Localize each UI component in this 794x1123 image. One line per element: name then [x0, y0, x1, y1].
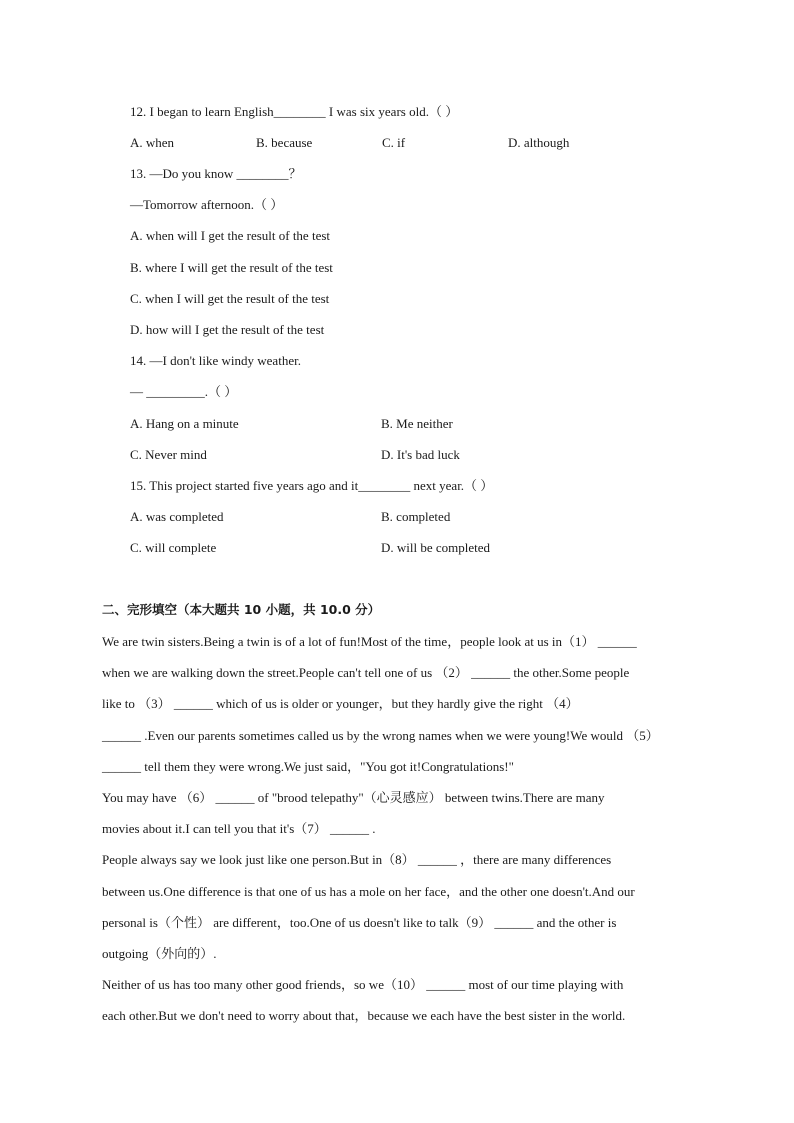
- q14-option-b[interactable]: B. Me neither: [381, 416, 453, 431]
- cloze-line-3: like to （3） ______ which of us is older or younger，but they hardly give the right （4）: [102, 696, 579, 711]
- q13-option-a[interactable]: A. when will I get the result of the test: [130, 228, 331, 243]
- q12-option-c[interactable]: C. if: [382, 135, 406, 150]
- q15-option-d[interactable]: D. will be completed: [381, 540, 491, 555]
- q12-option-d[interactable]: D. although: [508, 135, 570, 150]
- cloze-line-1: We are twin sisters.Being a twin is of a lot of fun!Most of the time，people look at us in（1） ______: [102, 634, 637, 649]
- q13-option-d[interactable]: D. how will I get the result of the test: [130, 322, 325, 337]
- cloze-line-4: ______ .Even our parents sometimes called us by the wrong names when we were young!We would （5）: [102, 728, 659, 743]
- cloze-line-13: each other.But we don't need to worry about that，because we each have the best sister in the world.: [102, 1008, 626, 1023]
- question-14-stem: 14. —I don't like windy weather.: [130, 353, 301, 368]
- cloze-line-2: when we are walking down the street.People can't tell one of us （2） ______ the other.Some people: [102, 665, 630, 680]
- q14-option-d[interactable]: D. It's bad luck: [381, 447, 460, 462]
- q12-option-b[interactable]: B. because: [256, 135, 313, 150]
- question-14-answer-line: — _________.（ ）: [130, 384, 238, 399]
- q14-option-c[interactable]: C. Never mind: [130, 447, 207, 462]
- cloze-line-9: between us.One difference is that one of us has a mole on her face，and the other one doesn't.And our: [102, 884, 635, 899]
- question-15-stem: 15. This project started five years ago and it________ next year.（ ）: [130, 478, 494, 493]
- cloze-line-5: ______ tell them they were wrong.We just said，"You got it!Congratulations!": [102, 759, 514, 774]
- question-13-answer-line: —Tomorrow afternoon.（ ）: [130, 197, 284, 212]
- q14-option-a[interactable]: A. Hang on a minute: [130, 416, 239, 431]
- q15-option-b[interactable]: B. completed: [381, 509, 451, 524]
- question-13-stem: 13. —Do you know ________？: [130, 166, 302, 181]
- cloze-line-10: personal is（个性） are different，too.One of us doesn't like to talk（9） ______ and the other is: [102, 915, 617, 930]
- cloze-line-11: outgoing（外向的）.: [102, 946, 217, 961]
- cloze-line-8: People always say we look just like one person.But in（8） ______ ，there are many differences: [102, 852, 612, 867]
- q15-option-c[interactable]: C. will complete: [130, 540, 217, 555]
- q13-option-b[interactable]: B. where I will get the result of the test: [130, 260, 333, 275]
- cloze-line-6: You may have （6） ______ of "brood telepathy"（心灵感应） between twins.There are many: [102, 790, 605, 805]
- question-12-stem: 12. I began to learn English________ I was six years old.（ ）: [130, 104, 459, 119]
- q15-option-a[interactable]: A. was completed: [130, 509, 224, 524]
- cloze-line-12: Neither of us has too many other good friends，so we（10） ______ most of our time playing with: [102, 977, 624, 992]
- cloze-line-7: movies about it.I can tell you that it's（7） ______ .: [102, 821, 376, 836]
- q12-option-a[interactable]: A. when: [130, 135, 175, 150]
- section-title-cloze: 二、完形填空（本大题共 10 小题，共 10.0 分）: [102, 602, 381, 617]
- q13-option-c[interactable]: C. when I will get the result of the test: [130, 291, 330, 306]
